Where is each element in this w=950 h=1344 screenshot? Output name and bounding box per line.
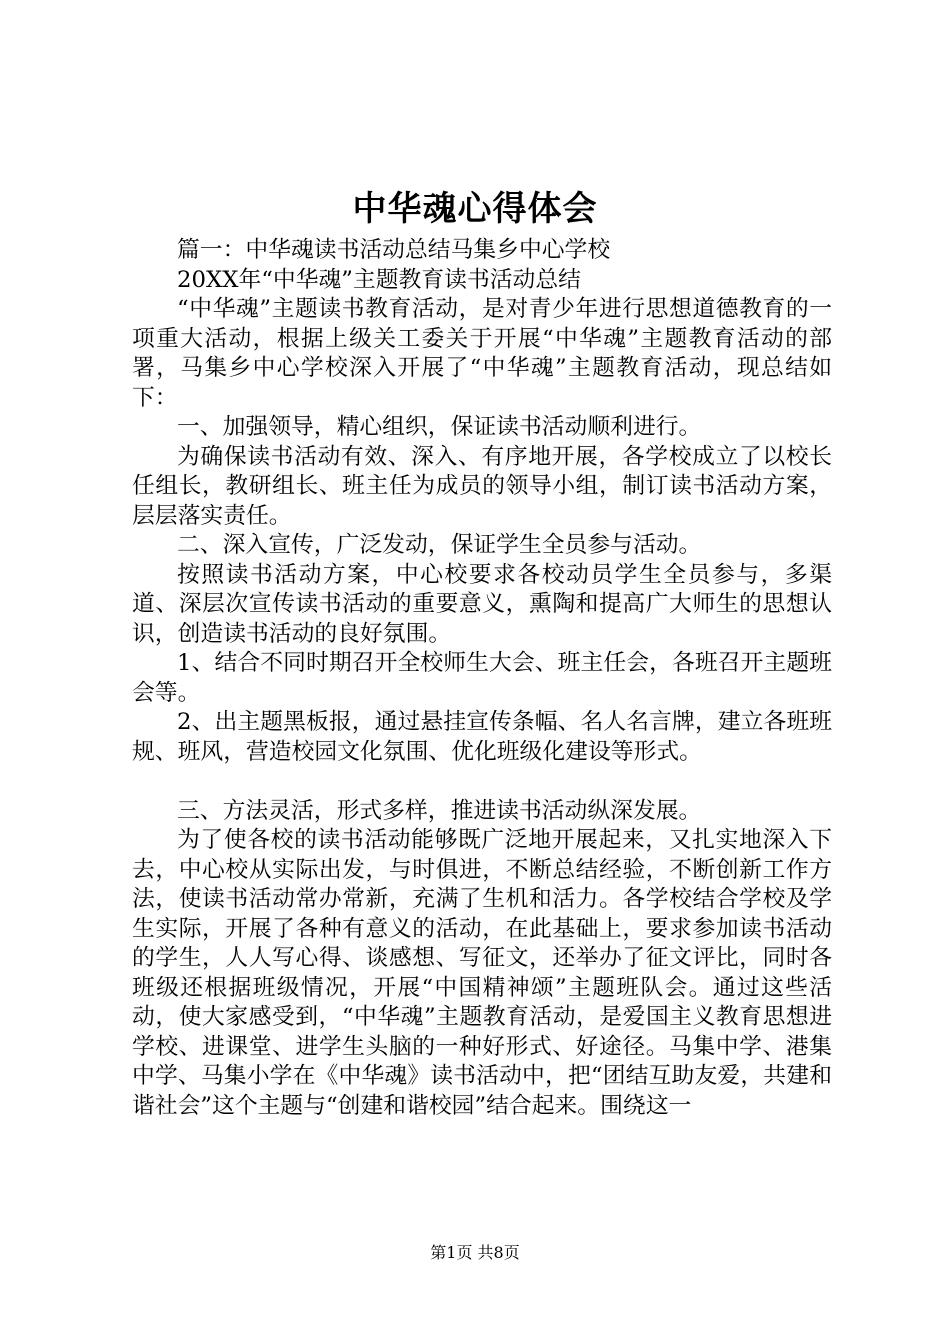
- section-heading-1: 一、加强领导，精心组织，保证读书活动顺利进行。: [177, 414, 702, 440]
- paragraph-source-heading: 篇一：中华魂读书活动总结马集乡中心学校: [177, 237, 611, 263]
- list-item-1: 1、结合不同时期召开全校师生大会、班主任会，各班召开主题班会等。: [132, 650, 832, 706]
- paragraph-gap: [132, 767, 832, 797]
- document-body: [132, 236, 832, 1121]
- section-heading-2: 二、深入宣传，广泛发动，保证学生全员参与活动。: [177, 532, 702, 558]
- paragraph-section-2: 按照读书活动方案，中心校要求各校动员学生全员参与，多渠道、深层次宣传读书活动的重要意义，熏陶和提高广大师生的思想认识，创造读书活动的良好氛围。: [132, 561, 832, 647]
- section-heading-3: 三、方法灵活，形式多样，推进读书活动纵深发展。: [177, 797, 702, 824]
- document-title: 中华魂心得体会: [352, 189, 598, 229]
- paragraph-intro: “中华魂”主题读书教育活动，是对青少年进行思想道德教育的一项重大活动，根据上级关工委关于开展“中华魂”主题教育活动的部署，马集乡中心学校深入开展了“中华魂”主题教育活动，现总结如下：: [132, 296, 832, 411]
- paragraph-section-3: 为了使各校的读书活动能够既广泛地开展起来，又扎实地深入下去，中心校从实际出发，与时俱进，不断总结经验，不断创新工作方法，使读书活动常办常新，充满了生机和活力。各学校结合学校及学生实际，开展了各种有意义的活动，在此基础上，要求参加读书活动的学生，人人写心得、谈感想、写征文，还举办了征文评比，同时各班级还根据班级情况，开展“中国精神颂”主题班队会。通过这些活动，使大家感受到，“中华魂”主题教育活动，是爱国主义教育思想进学校、进课堂、进学生头脑的一种好形式、好途径。马集中学、港集中学、马集小学在《中华魂》读书活动中，把“团结互助友爱，共建和谐社会”这个主题与“创建和谐校园”结合起来。围绕这一: [132, 827, 832, 1119]
- paragraph-section-1: 为确保读书活动有效、深入、有序地开展，各学校成立了以校长任组长，教研组长、班主任为成员的领导小组，制订读书活动方案，层层落实责任。: [132, 443, 832, 529]
- page-footer: 第1页 共8页: [430, 1243, 520, 1262]
- paragraph-report-title: 20XX年“中华魂”主题教育读书活动总结: [177, 266, 581, 293]
- list-item-2: 2、出主题黑板报，通过悬挂宣传条幅、名人名言牌，建立各班班规、班风，营造校园文化氛围、优化班级化建设等形式。: [132, 709, 832, 765]
